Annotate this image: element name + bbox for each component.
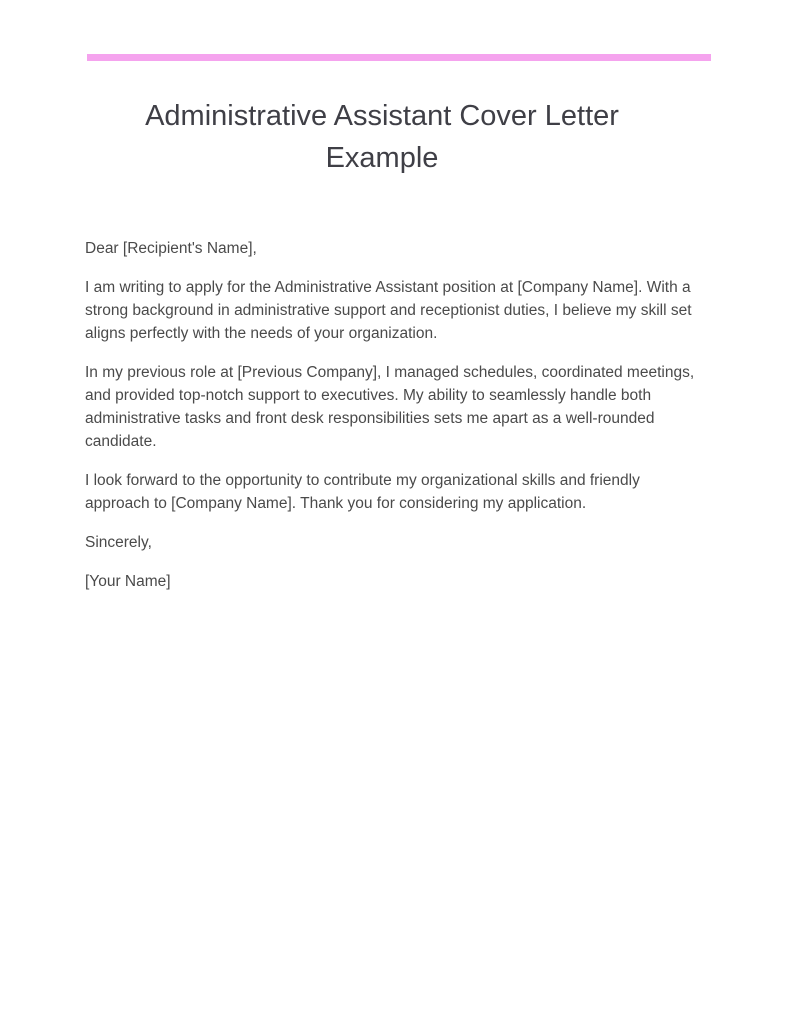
accent-bar bbox=[87, 54, 711, 61]
letter-body bbox=[85, 237, 695, 609]
paragraph-experience: In my previous role at [Previous Company], I managed schedules, coordinated meetings, and provided top-notch support to executives. My ability to seamlessly handle both administrative tasks and front desk responsibilities sets me apart as a well-rounded candidate. bbox=[85, 364, 695, 450]
closing: Sincerely, bbox=[85, 534, 152, 551]
salutation: Dear [Recipient's Name], bbox=[85, 240, 257, 257]
paragraph-intro: I am writing to apply for the Administrative Assistant position at [Company Name]. With a strong background in administrative support and receptionist duties, I believe my skill set aligns perfectly with the needs of your organization. bbox=[85, 279, 692, 342]
signature: [Your Name] bbox=[85, 573, 171, 590]
document-title: Administrative Assistant Cover Letter Example bbox=[145, 100, 619, 174]
paragraph-closing: I look forward to the opportunity to contribute my organizational skills and friendly approach to [Company Name]. Thank you for considering my application. bbox=[85, 472, 640, 512]
